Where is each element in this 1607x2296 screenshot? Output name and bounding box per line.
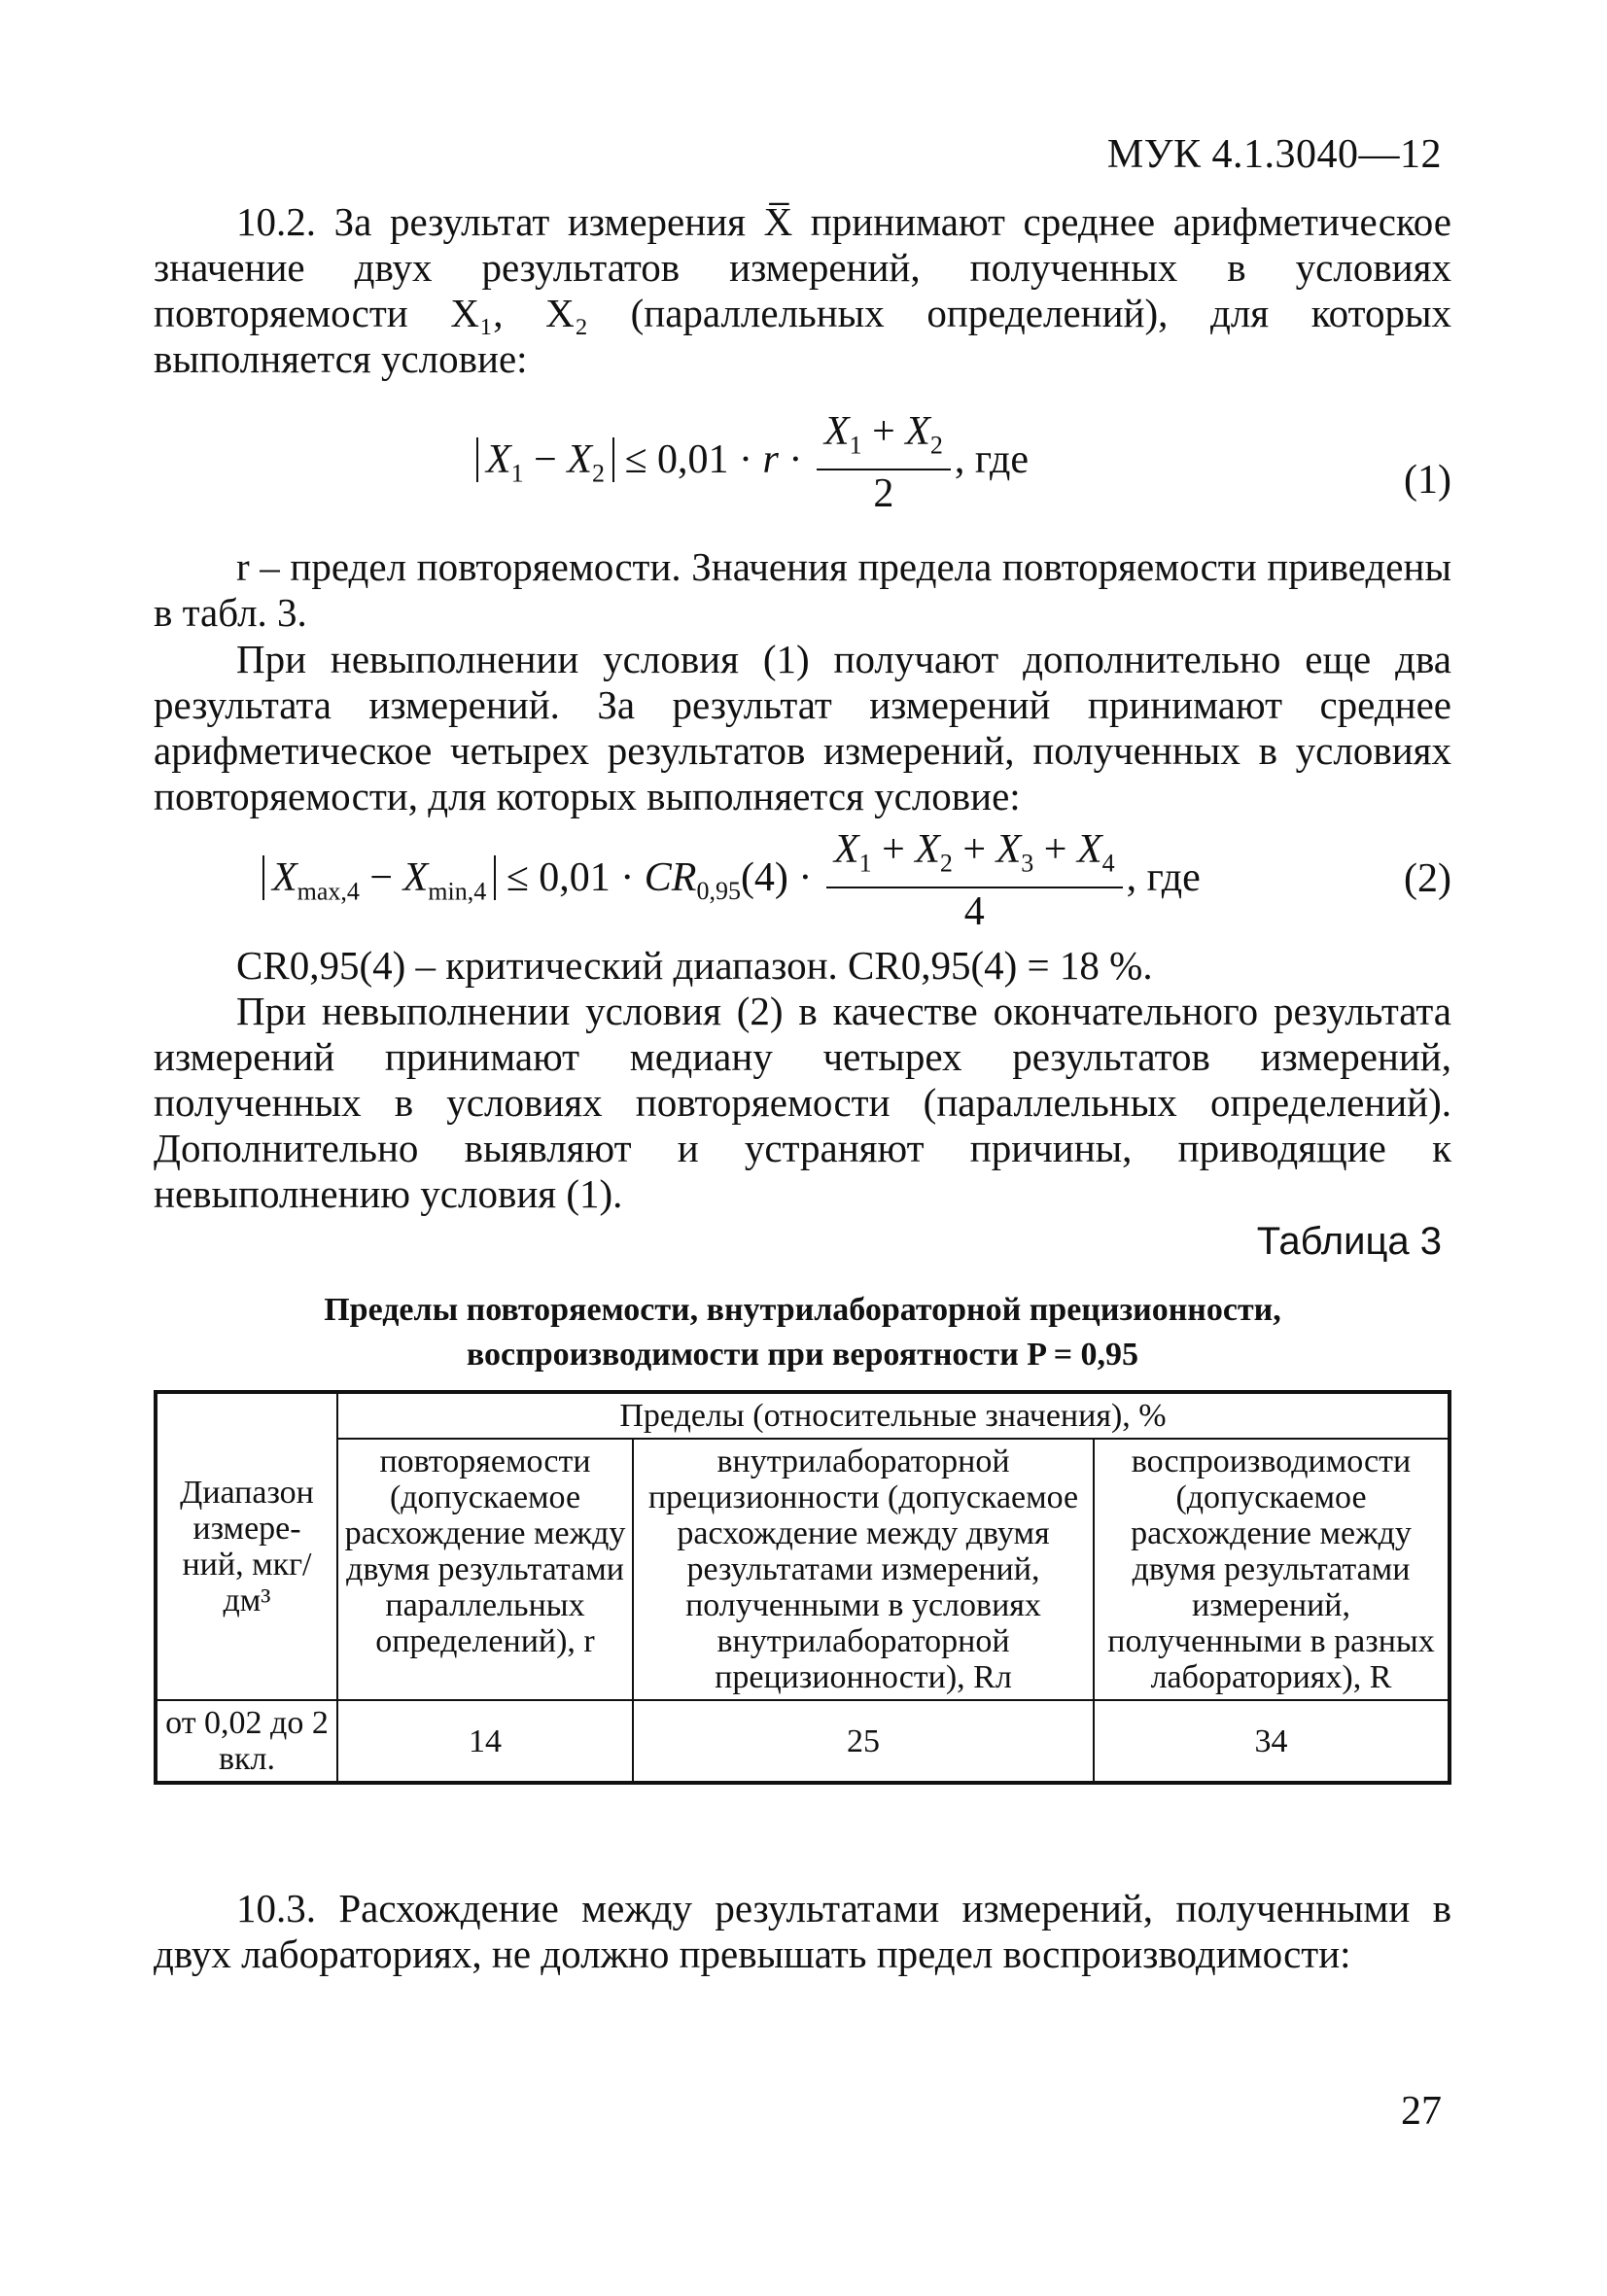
- header-limits-group: Пределы (относительные значения), %: [337, 1392, 1450, 1439]
- formula-2-number: (2): [1404, 856, 1451, 901]
- header-intralab-precision: внутрилабораторной прецизионности (допускаемое расхождение между двумя результатами измерений, полученными в условиях внутрилабораторной прецизионности), Rл: [633, 1439, 1094, 1700]
- header-repeatability: повторяемости (допускаемое расхождение между двумя результатами параллельных определений), r: [337, 1439, 633, 1700]
- formula-1: $X_1 - X_2 \le 0,01 \cdot r$ · $\frac{X_1 + X_2}{2}$ , где: [476, 408, 1029, 517]
- header-reproducibility: воспроизводимости (допускаемое расхождение между двумя результатами измерений, полученными в разных лабораториях), R: [1094, 1439, 1450, 1700]
- cell-R: 34: [1094, 1700, 1450, 1783]
- paragraph-r-definition: r – предел повторяемости. Значения предела повторяемости приведены в табл. 3.: [154, 544, 1451, 635]
- paragraph-10-3: 10.3. Расхождение между результатами измерений, полученными в двух лабораториях, не должно превышать предел воспроизводимости:: [154, 1886, 1451, 1976]
- table-row: [156, 1700, 1450, 1783]
- formula-1-number: (1): [1404, 458, 1451, 503]
- cell-r: 14: [337, 1700, 633, 1783]
- cell-range: от 0,02 до 2 вкл.: [156, 1700, 337, 1783]
- table-title-line-1: Пределы повторяемости, внутрилабораторной прецизионности,: [324, 1292, 1281, 1328]
- paragraph-non-compliance-2: При невыполнении условия (2) в качестве окончательного результата измерений принимают медиану четырех результатов измерений, полученных в условиях повторяемости (параллельных определений). Дополнительно выявляют и устраняют причины, приводящие к невыполнению условия (1).: [154, 989, 1451, 1216]
- formula-2-where: , где: [1126, 854, 1201, 900]
- table-title: [154, 1288, 1451, 1377]
- formula-2: $X_{max,4} - X_{min,4} \le 0,01 \cdot CR_{0,95}(4)$ · $\frac{X_1 + X_2 + X_3 + X_4}{4}$ , где: [262, 826, 1201, 935]
- precision-table: [154, 1390, 1451, 1785]
- table-title-line-2: воспроизводимости при вероятности P = 0,95: [466, 1337, 1139, 1373]
- header-measurement-range: Диапазон измере- ний, мкг/дм³: [156, 1392, 337, 1700]
- formula-1-where: , где: [954, 436, 1030, 482]
- document-code: МУК 4.1.3040—12: [1106, 132, 1442, 177]
- paragraph-non-compliance-1: При невыполнении условия (1) получают дополнительно еще два результата измерений. За результат измерений принимают среднее арифметическое четырех результатов измерений, полученных в условиях повторяемости, для которых выполняется условие:: [154, 637, 1451, 818]
- table-label: Таблица 3: [1256, 1220, 1442, 1263]
- page-number: 27: [1401, 2089, 1442, 2134]
- cell-rl: 25: [633, 1700, 1094, 1783]
- paragraph-10-2-intro: 10.2. За результат измерения X̅ принимают среднее арифметическое значение двух результатов измерений, полученных в условиях повторяемости X₁, X₂ (параллельных определений), для которых выполняется условие:: [154, 199, 1451, 381]
- paragraph-critical-range: CR0,95(4) – критический диапазон. CR0,95(4) = 18 %.: [236, 943, 1153, 988]
